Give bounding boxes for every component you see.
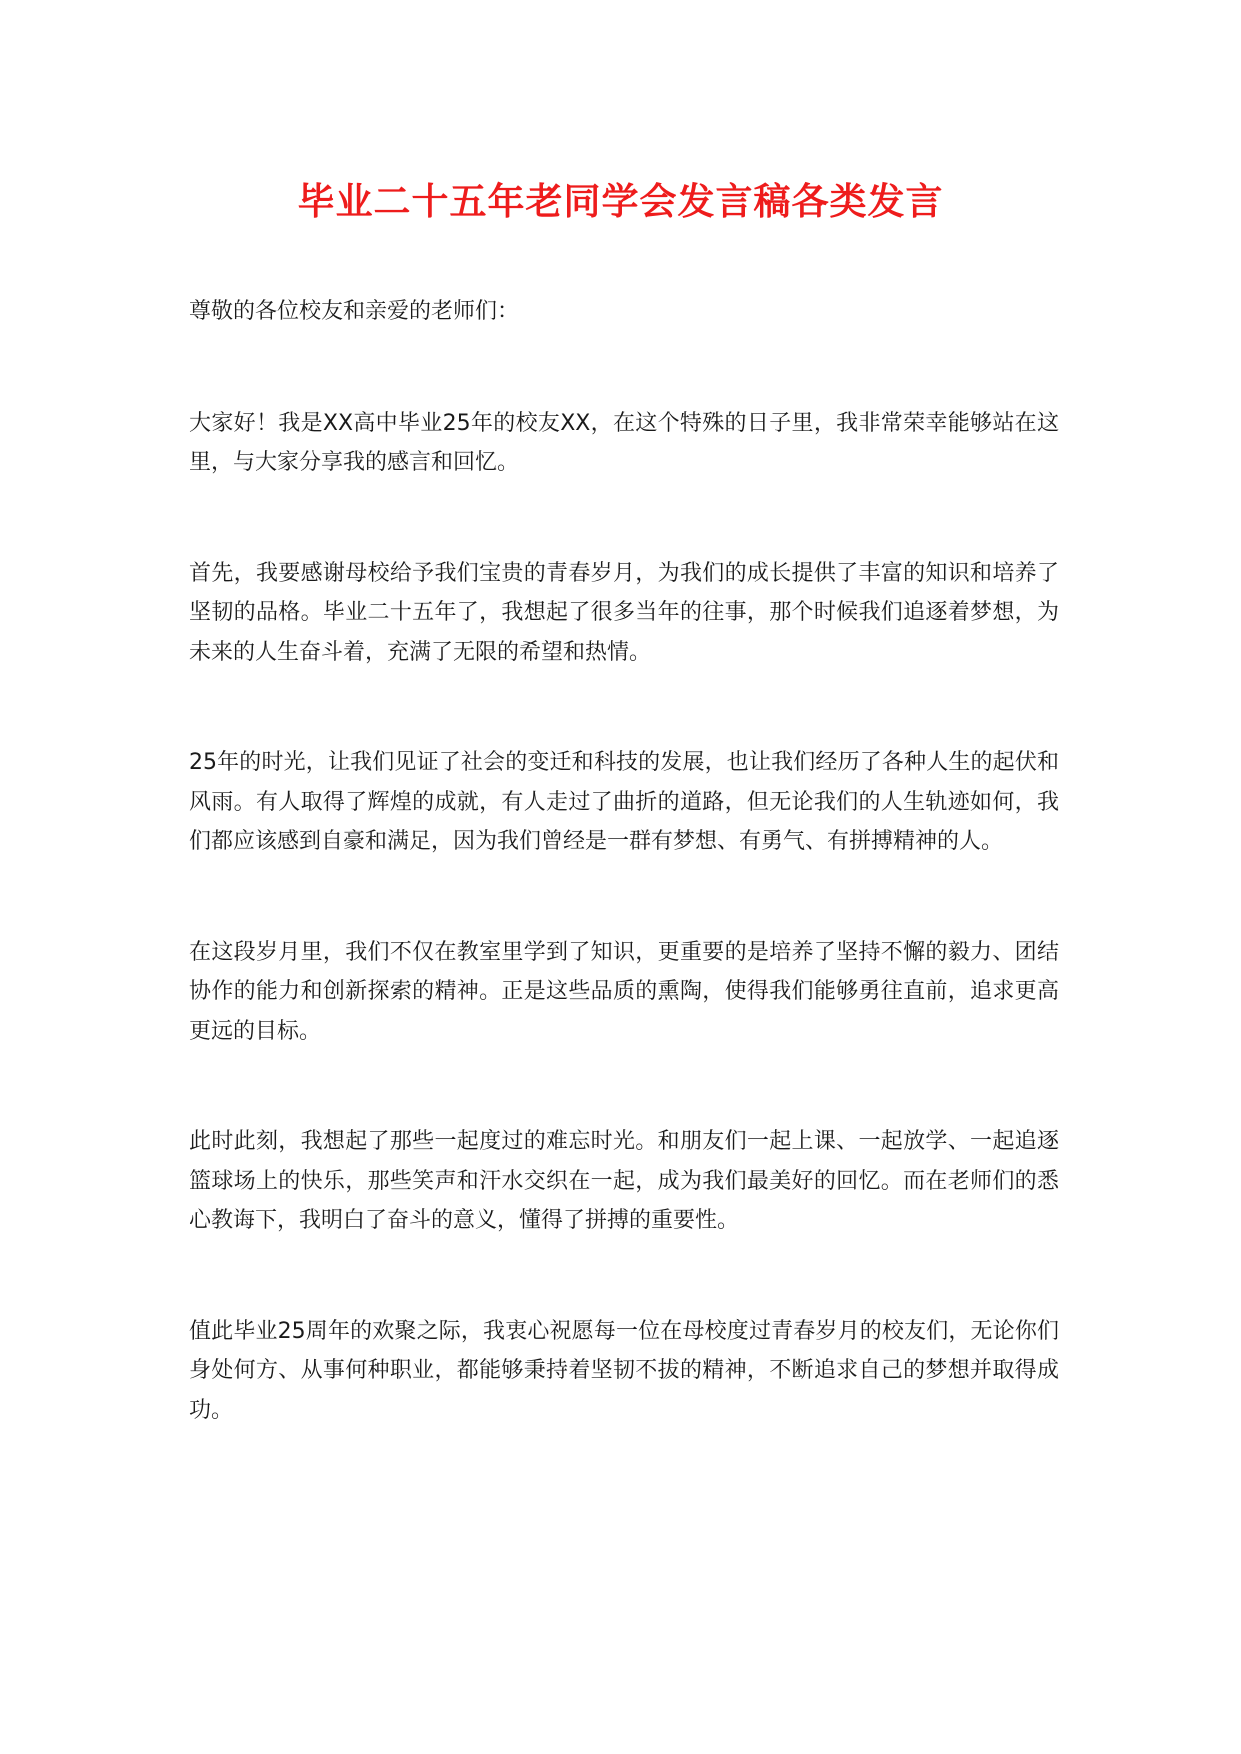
- paragraph-greeting: 大家好！我是XX高中毕业25年的校友XX，在这个特殊的日子里，我非常荣幸能够站在这里，与大家分享我的感言和回忆。: [189, 410, 1059, 475]
- document-title: 毕业二十五年老同学会发言稿各类发言: [297, 180, 944, 223]
- salutation: 尊敬的各位校友和亲爱的老师们：: [189, 299, 520, 324]
- paragraph-qualities: 在这段岁月里，我们不仅在教室里学到了知识，更重要的是培养了坚持不懈的毅力、团结协作的能力和创新探索的精神。正是这些品质的熏陶，使得我们能够勇往直前，追求更高更远的目标。: [189, 939, 1059, 1044]
- paragraph-25-years: 25年的时光，让我们见证了社会的变迁和科技的发展，也让我们经历了各种人生的起伏和风雨。有人取得了辉煌的成就，有人走过了曲折的道路，但无论我们的人生轨迹如何，我们都应该感到自豪和满足，因为我们曾经是一群有梦想、有勇气、有拼搏精神的人。: [189, 750, 1059, 854]
- paragraph-memories: 此时此刻，我想起了那些一起度过的难忘时光。和朋友们一起上课、一起放学、一起追逐篮球场上的快乐，那些笑声和汗水交织在一起，成为我们最美好的回忆。而在老师们的悉心教诲下，我明白了奋斗的意义，懂得了拼搏的重要性。: [189, 1129, 1059, 1233]
- paragraph-gratitude: 首先，我要感谢母校给予我们宝贵的青春岁月，为我们的成长提供了丰富的知识和培养了坚韧的品格。毕业二十五年了，我想起了很多当年的往事，那个时候我们追逐着梦想，为未来的人生奋斗着，充满了无限的希望和热情。: [189, 560, 1059, 665]
- paragraph-wishes: 值此毕业25周年的欢聚之际，我衷心祝愿每一位在母校度过青春岁月的校友们，无论你们身处何方、从事何种职业，都能够秉持着坚韧不拔的精神，不断追求自己的梦想并取得成功。: [189, 1318, 1059, 1423]
- document-body: [189, 292, 1059, 1430]
